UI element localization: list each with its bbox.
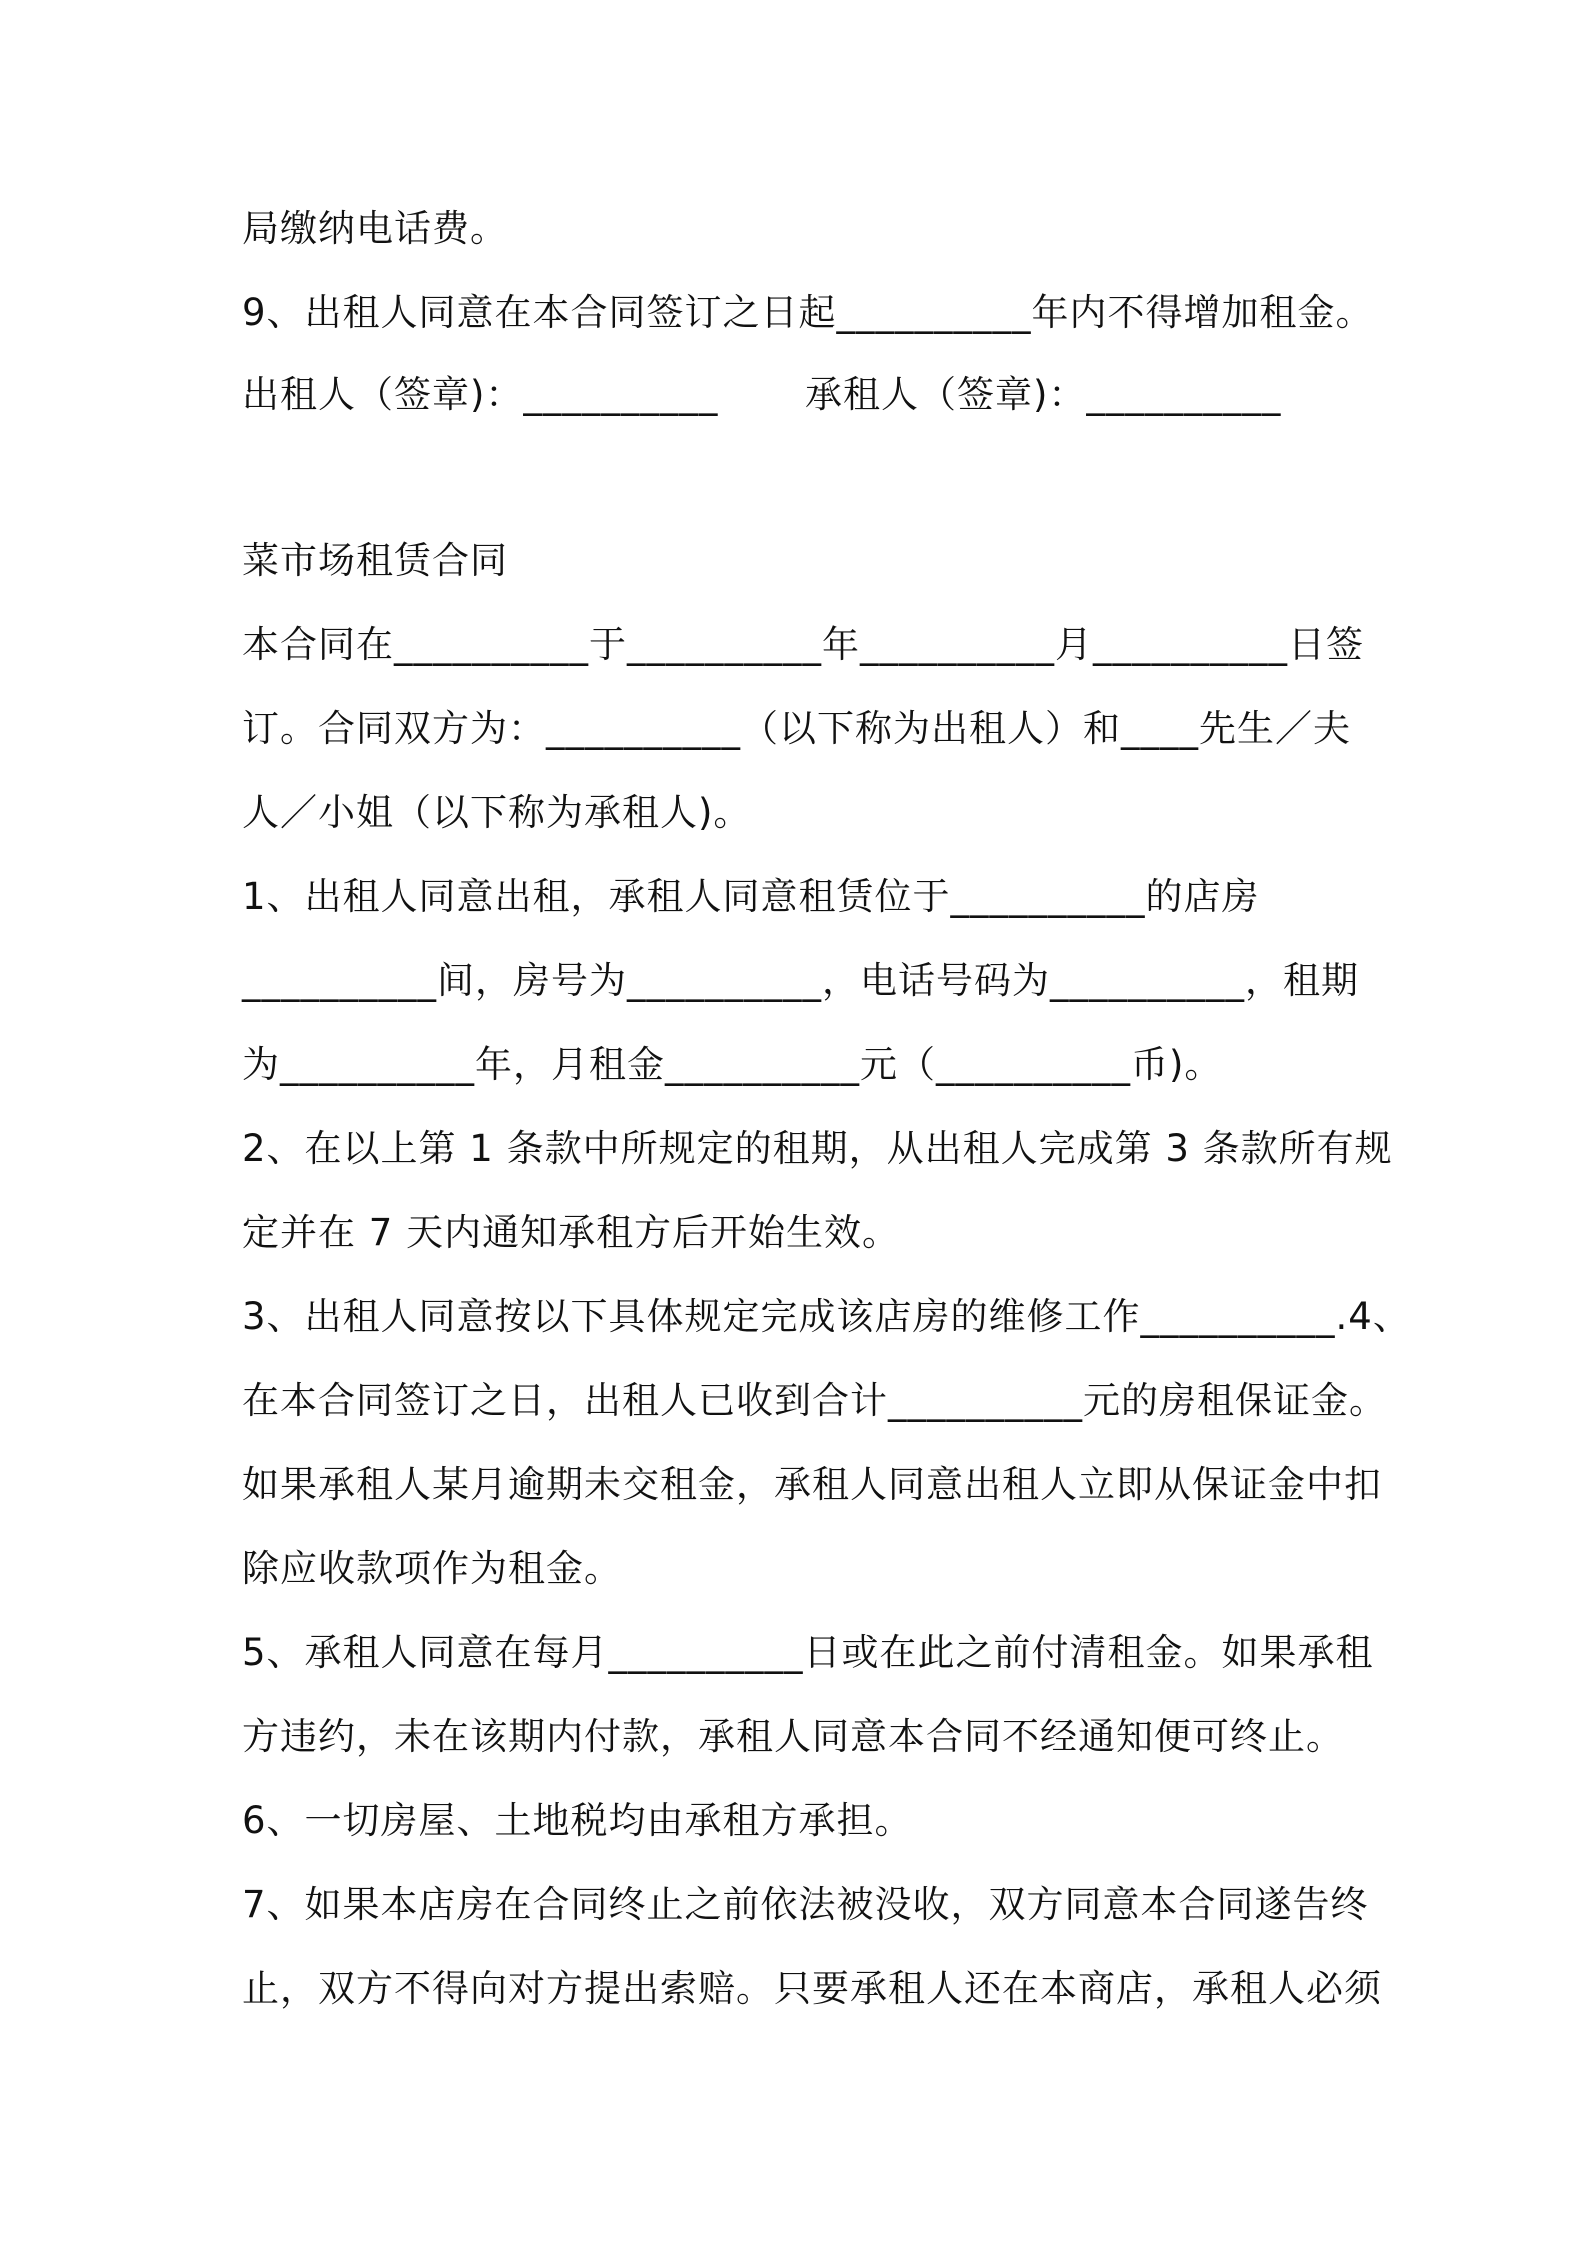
- clause-9: 9、出租人同意在本合同签订之日起__________年内不得增加租金。: [242, 291, 1374, 334]
- contract-title: 菜市场租赁合同: [242, 539, 508, 582]
- clause-5-line-2: 方违约，未在该期内付款，承租人同意本合同不经通知便可终止。: [242, 1715, 1344, 1758]
- clause-1-line-3: 为__________年，月租金__________元（__________币)。: [242, 1043, 1223, 1086]
- clause-7-line-2: 止，双方不得向对方提出索赔。只要承租人还在本商店，承租人必须: [242, 1967, 1382, 2010]
- clause-4-line-2: 如果承租人某月逾期未交租金，承租人同意出租人立即从保证金中扣: [242, 1463, 1382, 1506]
- signature-lessor: 出租人（签章)：__________: [242, 373, 719, 416]
- intro-line-1: 本合同在__________于__________年__________月__________日签: [242, 623, 1364, 666]
- clause-5-line-1: 5、承租人同意在每月__________日或在此之前付清租金。如果承租: [242, 1631, 1374, 1674]
- line-1: 局缴纳电话费。: [242, 207, 508, 250]
- clause-2-line-2: 定并在 7 天内通知承租方后开始生效。: [242, 1211, 901, 1254]
- intro-line-3: 人／小姐（以下称为承租人)。: [242, 791, 752, 834]
- clause-2-line-1: 2、在以上第 1 条款中所规定的租期，从出租人完成第 3 条款所有规: [242, 1127, 1393, 1170]
- intro-line-2: 订。合同双方为：__________（以下称为出租人）和____先生／夫: [242, 707, 1351, 750]
- clause-3-line-1: 3、出租人同意按以下具体规定完成该店房的维修工作__________.4、: [242, 1295, 1411, 1338]
- signature-lessee: 承租人（签章)：__________: [805, 373, 1282, 416]
- clause-4-line-1: 在本合同签订之日，出租人已收到合计__________元的房租保证金。: [242, 1379, 1387, 1422]
- clause-1-line-2: __________间，房号为__________，电话号码为__________，租期: [242, 959, 1359, 1002]
- clause-4-line-3: 除应收款项作为租金。: [242, 1547, 622, 1590]
- clause-6: 6、一切房屋、土地税均由承租方承担。: [242, 1799, 913, 1842]
- clause-7-line-1: 7、如果本店房在合同终止之前依法被没收，双方同意本合同遂告终: [242, 1883, 1369, 1926]
- clause-1-line-1: 1、出租人同意出租，承租人同意租赁位于__________的店房: [242, 875, 1260, 918]
